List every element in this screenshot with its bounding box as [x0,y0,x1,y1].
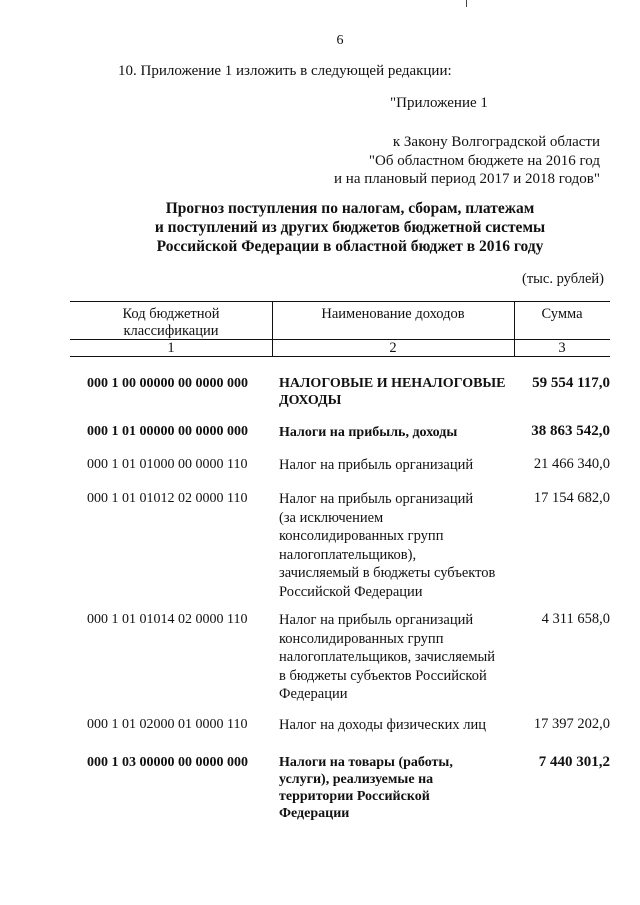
row-name [279,375,517,409]
column-number: 1 [167,340,175,356]
row-name-line: услуги), реализуемые на [279,772,434,787]
row-name-line: Налог на прибыль организаций [279,612,474,628]
row-name-line: Налоги на товары (работы, [279,755,453,770]
row-name [279,490,517,601]
row-code: 000 1 01 02000 01 0000 110 [87,717,248,732]
law-reference-line: и на плановый период 2017 и 2018 годов" [334,171,600,187]
row-sum: 38 863 542,0 [531,423,610,439]
header-code-line: классификации [123,323,219,339]
row-code: 000 1 00 00000 00 0000 000 [87,376,248,391]
law-reference-line: к Закону Волгоградской области [392,134,600,150]
page-number: 6 [336,33,344,48]
header-top-rule [70,301,610,302]
annex-label: "Приложение 1 [390,95,488,111]
row-name-line: консолидированных групп [279,528,444,544]
header-name: Наименование доходов [321,306,465,322]
row-name-line: в бюджеты субъектов Российской [279,667,487,684]
column-number: 3 [558,340,566,356]
document-title [0,199,640,256]
row-code: 000 1 01 00000 00 0000 000 [87,424,248,439]
row-name-line: (за исключением [279,509,384,526]
row-name-line: Налог на доходы физических лиц [279,717,487,733]
row-sum: 17 397 202,0 [533,716,610,732]
row-name [279,754,517,822]
row-name-line: ДОХОДЫ [279,393,342,408]
title-line: и поступлений из других бюджетов бюджетной системы [154,219,546,236]
row-name-line: Налог на прибыль организаций [279,491,474,507]
law-reference [300,133,600,189]
row-name-line: Налог на прибыль организаций [279,457,474,473]
row-name-line: НАЛОГОВЫЕ И НЕНАЛОГОВЫЕ [279,376,506,391]
header-sum: Сумма [541,306,583,322]
row-code: 000 1 01 01012 02 0000 110 [87,491,248,506]
row-name-line: налогоплательщиков), [279,546,417,563]
row-code: 000 1 01 01000 00 0000 110 [87,457,248,472]
row-name [279,716,517,735]
row-name [279,456,517,475]
row-name-line: Федерации [279,686,348,702]
row-sum: 17 154 682,0 [533,490,610,506]
column-number: 2 [389,340,397,356]
row-name-line: налогоплательщиков, зачисляемый [279,649,495,665]
header-code-line: Код бюджетной [122,306,220,322]
row-name-line: территории Российской [279,789,430,804]
row-name-line: Российской Федерации [279,583,423,600]
row-name [279,611,517,704]
row-code: 000 1 01 01014 02 0000 110 [87,612,248,627]
title-line: Прогноз поступления по налогам, сборам, платежам [165,200,535,217]
law-reference-line: "Об областном бюджете на 2016 год [368,152,600,169]
row-name-line: консолидированных групп [279,630,444,647]
row-name-line: Налоги на прибыль, доходы [279,425,458,440]
units-note: (тыс. рублей) [522,271,604,287]
row-name-line: зачисляемый в бюджеты субъектов [279,565,496,581]
row-sum: 4 311 658,0 [541,611,610,627]
row-sum: 21 466 340,0 [533,456,610,472]
row-name [279,424,517,441]
row-sum: 59 554 117,0 [532,375,610,391]
row-sum: 7 440 301,2 [538,754,610,770]
row-code: 000 1 03 00000 00 0000 000 [87,755,248,770]
title-line: Российской Федерации в областной бюджет в 2016 году [156,238,544,255]
row-name-line: Федерации [279,806,350,821]
amendment-intro: 10. Приложение 1 изложить в следующей редакции: [118,63,452,79]
header-code [70,306,272,340]
scan-mark [466,0,467,7]
